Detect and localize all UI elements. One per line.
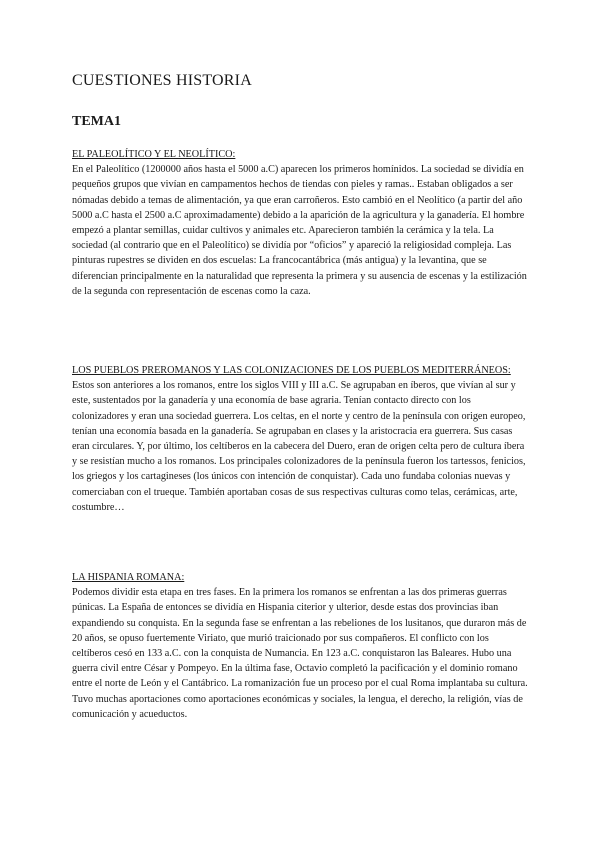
section-body: En el Paleolítico (1200000 años hasta el 5000 a.C) aparecen los primeros homínidos. La sociedad se dividía en pequeños grupos que vivían en campamentos hechos de tiendas con pieles y ramas.. Estaban obligados a ser nómadas debido a temas de alimentación, ya que eran carroñeros. Esto cambió en el Neolítico (a partir del año 5000 a.C hasta el 2500 a.C aproximadamente) debido a la aparición de la agricultura y la ganadería. El hombre empezó a plantar semillas, cuidar cultivos y animales etc. Aparecieron también la cerámica y la tela. La sociedad (al contrario que en el Paleolítico) se dividía por “oficios” y apareció la religiosidad compleja. Las pinturas rupestres se dividen en dos escuelas: La francocantábrica (más antigua) y la levantina, que se diferencian principalmente en la naturalidad que representa la primera y su ausencia de escenas y la estilización de la segunda con representación de escenas como la caza. — [72, 164, 527, 297]
section-body: Estos son anteriores a los romanos, entre los siglos VIII y III a.C. Se agrupaban en íberos, que vivían al sur y este, sustentados por la ganadería y una economía de base agraria. Tenían contacto directo con los colonizadores y eran una sociedad guerrera. Los celtas, en el norte y centro de la península con origen europeo, tenían una economía basada en la ganadería. Se agrupaban en clases y la aristocracia era guerrera. Sus casas eran circulares. Y, por último, los celtíberos en la cabecera del Duero, eran de origen celta pero de cultura íbera y se resistían mucho a los romanos. Los principales colonizadores de la península fueron los tartessos, fenicios, los griegos y los cartagineses (los únicos con intención de conquistar). Cada uno fundaba colonias nuevas y comerciaban con el trueque. También aportaban cosas de sus respectivas culturas como telas, cerámicas, arte, costumbre… — [72, 380, 526, 513]
section-paleolithic-neolithic — [72, 147, 528, 299]
section-heading: LA HISPANIA ROMANA: — [72, 572, 185, 583]
document-title: CUESTIONES HISTORIA — [72, 72, 252, 89]
document-subtitle: TEMA1 — [72, 114, 121, 129]
section-heading: LOS PUEBLOS PREROMANOS Y LAS COLONIZACIONES DE LOS PUEBLOS MEDITERRÁNEOS: — [72, 365, 511, 376]
section-roman-hispania — [72, 570, 528, 722]
section-preroman-peoples — [72, 363, 528, 515]
section-heading: EL PALEOLÍTICO Y EL NEOLÍTICO: — [72, 149, 236, 160]
section-body: Podemos dividir esta etapa en tres fases. En la primera los romanos se enfrentan a las dos primeras guerras púnicas. La España de entonces se dividía en Hispania citerior y ulterior, desde estas dos provincias iban expandiendo su conquista. En la segunda fase se enfrentan a las rebeliones de los lusitanos, que duraron más de 20 años, se opuso fuertemente Viriato, que murió traicionado por sus compañeros. El conflicto con los celtíberos cesó en 133 a.C. con la conquista de Numancia. En 123 a.C. conquistaron las Baleares. Hubo una guerra civil entre César y Pompeyo. En la última fase, Octavio completó la pacificación y el dominio romano entre el norte de León y el Cantábrico. La romanización fue un proceso por el cual Roma implantaba su cultura. Tuvo muchas aportaciones como aportaciones económicas y sociales, la lengua, el derecho, la religión, vías de comunicación y acueductos. — [72, 587, 528, 720]
